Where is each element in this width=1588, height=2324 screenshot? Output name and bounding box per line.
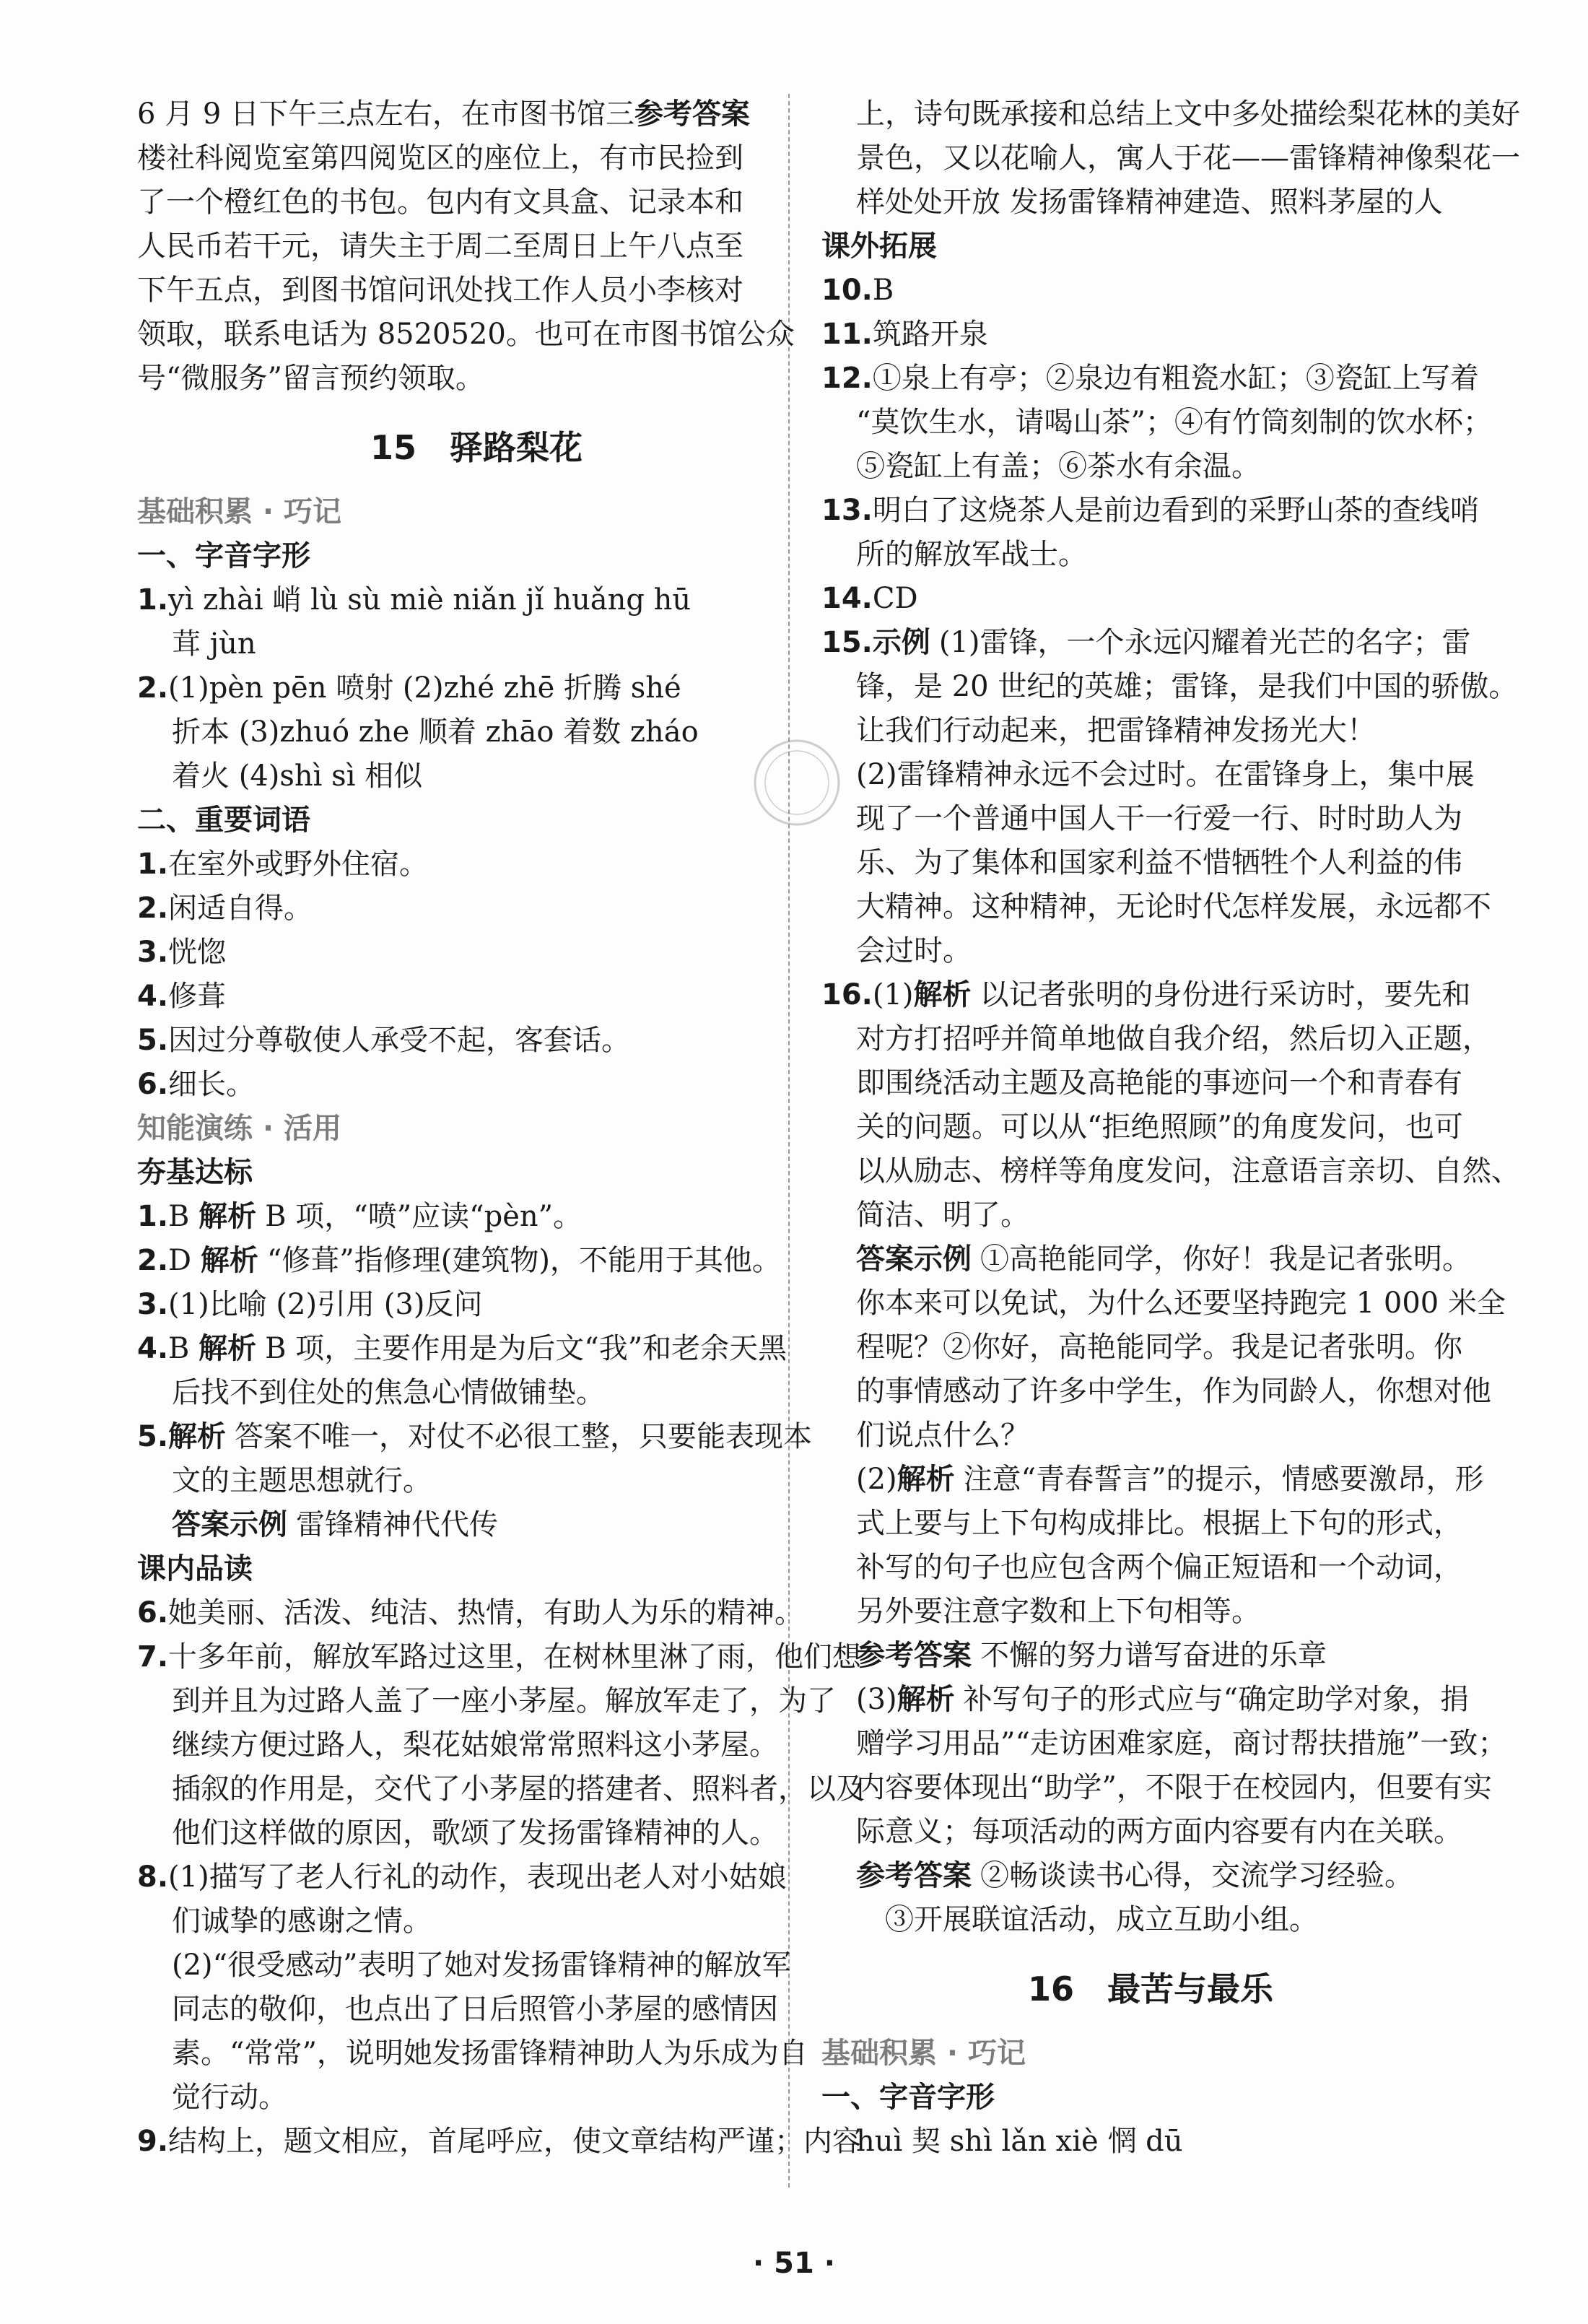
answer-line xyxy=(821,401,1492,445)
lesson-title: 最苦与最乐 xyxy=(1107,1970,1273,2009)
answer-text: (1)比喻 (2)引用 (3)反问 xyxy=(168,1288,483,1321)
seal-stamp-icon xyxy=(751,736,843,829)
answer-text: 素。“常常”，说明她发扬雷锋精神助人为乐成为自 xyxy=(172,2037,808,2070)
question-number: 5. xyxy=(137,1024,169,1057)
answer-keyword: 解析 xyxy=(168,1420,227,1453)
answer-line xyxy=(821,885,1491,929)
answer-line xyxy=(137,2076,816,2120)
lesson-15-heading xyxy=(137,422,816,473)
question-number: 1. xyxy=(137,583,169,617)
answer-text: 上，诗句既承接和总结上文中多处描绘梨花林的美好 xyxy=(856,97,1520,131)
answer-line xyxy=(137,180,816,225)
answer-text: 茸 jùn xyxy=(172,627,256,661)
answer-text: 不懈的努力谱写奋进的乐章 xyxy=(980,1639,1327,1672)
answer-line xyxy=(821,1810,1480,1854)
answer-text: 楼社科阅览室第四阅览区的座位上，有市民捡到 xyxy=(137,142,743,175)
answer-line xyxy=(821,136,1520,180)
answer-text: (3) xyxy=(856,1683,897,1716)
page-number: · 51 · xyxy=(753,2247,835,2280)
answer-line xyxy=(137,666,816,710)
question-number: 6. xyxy=(137,1068,169,1101)
section-heading: 一、字音字形 xyxy=(821,2081,995,2114)
lesson-16-heading xyxy=(821,1964,1480,2014)
answer-line xyxy=(137,269,816,313)
answer-line xyxy=(137,1988,816,2032)
answer-keyword: 答案示例 xyxy=(172,1508,287,1541)
answer-text: 6 月 9 日下午三点左右，在市图书馆三 xyxy=(137,97,635,131)
answer-line xyxy=(137,1063,816,1107)
answer-line xyxy=(821,1678,1480,1722)
answer-line xyxy=(821,1326,1480,1370)
answer-text: 折本 (3)zhuó zhe 顺着 zhāo 着数 zháo xyxy=(172,715,699,749)
answer-line xyxy=(137,1944,816,1988)
answer-line xyxy=(821,1854,1480,1898)
question-number: 12. xyxy=(821,362,873,395)
answer-line xyxy=(137,1679,836,1723)
question-number: 4. xyxy=(137,1332,169,1365)
answer-text: B xyxy=(168,1332,199,1365)
answer-line xyxy=(821,180,1480,225)
question-number: 5. xyxy=(137,1420,169,1453)
answer-line xyxy=(137,622,816,666)
answer-keyword: 解析 xyxy=(896,1463,955,1496)
answer-line xyxy=(137,1855,816,1899)
answer-line xyxy=(821,1414,1480,1458)
answer-line xyxy=(821,1458,1484,1502)
question-number: 2. xyxy=(137,892,169,925)
answer-line xyxy=(821,1590,1480,1634)
answer-line xyxy=(137,1591,816,1635)
answer-text: 觉行动。 xyxy=(172,2081,287,2114)
lesson-number: 16 xyxy=(1027,1970,1074,2009)
lesson-title: 驿路梨花 xyxy=(450,428,583,467)
answer-line xyxy=(821,973,1480,1017)
answer-line xyxy=(137,1811,816,1855)
answer-text: 着火 (4)shì sì 相似 xyxy=(172,760,423,793)
answer-text: 后找不到住处的焦急心情做铺垫。 xyxy=(172,1376,605,1409)
answer-line xyxy=(821,1149,1520,1193)
answer-text: 关的问题。可以从“拒绝照顾”的角度发问，也可 xyxy=(856,1110,1463,1144)
question-number: 1. xyxy=(137,848,169,881)
answer-line xyxy=(821,929,1480,973)
answer-line xyxy=(821,533,1480,577)
answer-line xyxy=(137,1239,816,1283)
answer-keyword: 解析 xyxy=(198,1332,257,1365)
section-label: 基础积累 · 巧记 xyxy=(821,2037,1026,2070)
answer-line xyxy=(821,92,1520,136)
question-number: 10. xyxy=(821,274,873,307)
answer-line xyxy=(821,1722,1507,1766)
answer-text: B 项，主要作用是为后文“我”和老余天黑 xyxy=(265,1332,788,1365)
answer-text: 细长。 xyxy=(168,1068,256,1101)
section-heading: 二、重要词语 xyxy=(137,804,310,837)
answer-text: yì zhài 峭 lù sù miè niǎn jǐ huǎng hū xyxy=(168,583,692,617)
answer-text: (1)描写了老人行礼的动作，表现出老人对小姑娘 xyxy=(168,1860,787,1894)
answer-line xyxy=(821,1061,1480,1105)
answer-line xyxy=(137,931,816,975)
answer-line xyxy=(821,709,1480,753)
answer-line xyxy=(821,621,1480,665)
question-number: 3. xyxy=(137,936,169,969)
answer-text: “莫饮生水，请喝山茶”；④有竹筒刻制的饮水杯； xyxy=(856,406,1492,439)
answer-text: 程呢？②你好，高艳能同学。我是记者张明。你 xyxy=(856,1331,1462,1364)
section-label: 知能演练 · 活用 xyxy=(137,1112,342,1145)
answer-keyword: 答案示例 xyxy=(856,1242,972,1276)
answer-text: 注意“青春誓言”的提示，情感要激昂，形 xyxy=(963,1463,1484,1496)
answer-line xyxy=(821,841,1480,885)
answer-line xyxy=(821,445,1480,489)
question-number: 8. xyxy=(137,1860,169,1894)
answer-text: 插叙的作用是，交代了小茅屋的搭建者、照料者，以及 xyxy=(172,1772,865,1806)
answer-text: 文的主题思想就行。 xyxy=(172,1464,432,1497)
answer-text: D xyxy=(168,1244,201,1277)
answer-text: 筑路开泉 xyxy=(872,318,988,351)
answer-text: CD xyxy=(872,582,918,615)
answer-line xyxy=(137,313,816,357)
answer-line xyxy=(137,710,816,754)
answer-text: 十多年前，解放军路过这里，在树林里淋了雨，他们想 xyxy=(168,1640,862,1674)
answer-text: (2)雷锋精神永远不会过时。在雷锋身上，集中展 xyxy=(856,758,1475,791)
answer-text: ⑤瓷缸上有盖；⑥茶水有余温。 xyxy=(856,450,1260,483)
answer-line xyxy=(137,1767,865,1811)
answer-line xyxy=(821,1193,1480,1237)
answer-text: 继续方便过路人，梨花姑娘常常照料这小茅屋。 xyxy=(172,1728,778,1762)
question-number: 2. xyxy=(137,1244,169,1277)
answer-line xyxy=(821,1105,1480,1149)
answer-text: 对方打招呼并简单地做自我介绍，然后切入正题， xyxy=(856,1022,1491,1056)
answer-line xyxy=(137,2120,862,2164)
answer-text: ②畅谈读书心得，交流学习经验。 xyxy=(980,1859,1413,1892)
question-number: 13. xyxy=(821,494,873,527)
answer-line xyxy=(137,136,816,180)
answer-line xyxy=(137,1327,816,1371)
answer-text: 号“微服务”留言预约领取。 xyxy=(137,362,484,395)
answer-line xyxy=(821,1281,1506,1326)
answer-text: (2)“很受感动”表明了她对发扬雷锋精神的解放军 xyxy=(172,1949,791,1982)
answer-text: 内容要体现出“助学”，不限于在校园内，但要有实 xyxy=(856,1771,1492,1804)
question-number: 16. xyxy=(821,978,873,1011)
question-number: 7. xyxy=(137,1640,169,1674)
answer-line xyxy=(137,843,816,887)
answer-line xyxy=(137,1019,816,1063)
answer-line xyxy=(137,92,816,136)
answer-text: 以记者张明的身份进行采访时，要先和 xyxy=(980,978,1471,1011)
answer-keyword: 解析 xyxy=(200,1244,258,1277)
answer-text: 闲适自得。 xyxy=(168,892,313,925)
answer-text: B xyxy=(168,1200,199,1233)
answer-keyword: 解析 xyxy=(198,1200,257,1233)
answer-text: “修葺”指修理(建筑物)，不能用于其他。 xyxy=(266,1244,781,1277)
answer-line xyxy=(821,1370,1491,1414)
answer-text: (1)雷锋，一个永远闪耀着光芒的名字；雷 xyxy=(938,626,1471,659)
answer-text: ①泉上有亭；②泉边有粗瓷水缸；③瓷缸上写着 xyxy=(872,362,1479,395)
answer-text: 到并且为过路人盖了一座小茅屋。解放军走了，为了 xyxy=(172,1684,836,1718)
answer-line xyxy=(137,1723,816,1767)
answer-keyword: 示例 xyxy=(872,626,930,659)
answer-text: 了一个橙红色的书包。包内有文具盒、记录本和 xyxy=(137,186,743,219)
answer-line xyxy=(137,2032,816,2076)
answer-line xyxy=(137,357,816,401)
answer-text: ①高艳能同学，你好！我是记者张明。 xyxy=(980,1242,1471,1276)
answer-line xyxy=(821,1766,1492,1810)
answer-text: 他们这样做的原因，歌颂了发扬雷锋精神的人。 xyxy=(172,1816,778,1850)
answer-text: 以从励志、榜样等角度发问，注意语言亲切、自然、 xyxy=(856,1154,1520,1188)
answer-line xyxy=(137,1899,816,1944)
answer-text: 因过分尊敬使人承受不起，客套话。 xyxy=(168,1024,631,1057)
answer-text: 简洁、明了。 xyxy=(856,1198,1029,1232)
answer-text: 大精神。这种精神，无论时代怎样发展，永远都不 xyxy=(856,890,1491,923)
answer-line xyxy=(137,754,816,798)
answer-line xyxy=(137,1283,816,1327)
answer-keyword: 解析 xyxy=(896,1683,955,1716)
question-number: 15. xyxy=(821,626,873,659)
answer-keyword: 参考答案 xyxy=(634,97,751,131)
answer-text: 领取，联系电话为 8520520。也可在市图书馆公众 xyxy=(137,318,795,351)
answer-text: 雷锋精神代代传 xyxy=(296,1508,498,1541)
answer-line xyxy=(821,1634,1480,1678)
answer-text: 赠学习用品”“走访困难家庭，商讨帮扶措施”一致； xyxy=(856,1727,1507,1760)
answer-line xyxy=(821,313,1480,357)
answer-line xyxy=(821,1237,1480,1281)
answer-text: 的事情感动了许多中学生，作为同龄人，你想对他 xyxy=(856,1375,1491,1408)
answer-line xyxy=(137,1503,816,1547)
section-heading: 课外拓展 xyxy=(821,230,937,263)
section-heading: 一、字音字形 xyxy=(137,539,310,573)
answer-line xyxy=(137,578,816,622)
answer-text: 补写句子的形式应与“确定助学对象，捐 xyxy=(963,1683,1470,1716)
answer-text: 下午五点，到图书馆问讯处找工作人员小李核对 xyxy=(137,274,743,307)
answer-text: ③开展联谊活动，成立互助小组。 xyxy=(885,1903,1318,1936)
answer-keyword: 参考答案 xyxy=(856,1859,972,1892)
right-column xyxy=(821,92,1520,2164)
answer-text: 所的解放军战士。 xyxy=(856,538,1087,571)
answer-line xyxy=(821,665,1518,709)
answer-line xyxy=(137,225,816,269)
answer-text: 答案不唯一，对仗不必很工整，只要能表现本 xyxy=(235,1420,813,1453)
answer-text: 现了一个普通中国人干一行爱一行、时时助人为 xyxy=(856,802,1462,835)
answer-text: 乐、为了集体和国家利益不惜牺牲个人利益的伟 xyxy=(856,846,1462,879)
answer-line xyxy=(137,1195,816,1239)
answer-line xyxy=(137,1635,862,1679)
answer-text: 修葺 xyxy=(168,980,227,1013)
answer-text: 际意义；每项活动的两方面内容要有内在关联。 xyxy=(856,1815,1462,1848)
lesson-number: 15 xyxy=(370,428,416,467)
answer-text: 另外要注意字数和上下句相等。 xyxy=(856,1595,1260,1628)
question-number: 11. xyxy=(821,318,873,351)
answer-text: 们说点什么？ xyxy=(856,1419,1029,1452)
question-number: 1. xyxy=(137,1200,169,1233)
section-label: 基础积累 · 巧记 xyxy=(137,495,342,528)
question-number: 6. xyxy=(137,1596,169,1629)
answer-line xyxy=(821,577,1480,621)
question-number: 2. xyxy=(137,671,169,705)
section-heading: 夯基达标 xyxy=(137,1156,253,1189)
answer-text: 即围绕活动主题及高艳能的事迹问一个和青春有 xyxy=(856,1066,1462,1100)
answer-text: B 项，“喷”应读“pèn”。 xyxy=(265,1200,583,1233)
question-number: 14. xyxy=(821,582,873,615)
answer-line xyxy=(821,269,1480,313)
answer-line xyxy=(821,1017,1491,1061)
answer-text: 恍惚 xyxy=(168,936,227,969)
answer-line xyxy=(137,887,816,931)
answer-keyword: 参考答案 xyxy=(856,1639,972,1672)
answer-block-16 xyxy=(821,2032,1480,2164)
answer-line xyxy=(821,1546,1480,1590)
answer-line xyxy=(137,1459,816,1503)
answer-text: 样处处开放 发扬雷锋精神建造、照料茅屋的人 xyxy=(856,186,1443,219)
answer-text: huì 契 shì lǎn xiè 惘 dū xyxy=(856,2125,1183,2158)
answer-line xyxy=(821,1898,1480,1942)
answer-text: (1)pèn pēn 喷射 (2)zhé zhē 折腾 shé xyxy=(168,671,681,705)
answer-text: 景色，又以花喻人，寓人于花——雷锋精神像梨花一 xyxy=(856,142,1520,175)
answer-text: 会过时。 xyxy=(856,934,972,967)
answer-keyword: 解析 xyxy=(913,978,972,1011)
answer-line xyxy=(137,1371,816,1415)
answer-text: 你本来可以免试，为什么还要坚持跑完 1 000 米全 xyxy=(856,1287,1506,1320)
question-number: 4. xyxy=(137,980,169,1013)
answer-text: B xyxy=(872,274,894,307)
answer-text: 在室外或野外住宿。 xyxy=(168,848,429,881)
answer-text: 同志的敬仰，也点出了日后照管小茅屋的感情因 xyxy=(172,1993,778,2026)
answer-block-14 xyxy=(137,92,816,401)
answer-text: 锋，是 20 世纪的英雄；雷锋，是我们中国的骄傲。 xyxy=(856,670,1518,703)
answer-text: 让我们行动起来，把雷锋精神发扬光大！ xyxy=(856,714,1376,747)
answer-line xyxy=(821,2120,1480,2164)
answer-text: 明白了这烧茶人是前边看到的采野山茶的查线哨 xyxy=(872,494,1479,527)
section-heading: 课内品读 xyxy=(137,1552,253,1585)
answer-line xyxy=(821,489,1480,533)
answer-text: 式上要与上下句构成排比。根据上下句的形式， xyxy=(856,1507,1462,1540)
answer-text: (1) xyxy=(872,978,914,1011)
question-number: 3. xyxy=(137,1288,169,1321)
answer-line xyxy=(821,357,1480,401)
answer-line xyxy=(821,753,1480,797)
answer-text: 们诚挚的感谢之情。 xyxy=(172,1905,432,1938)
answer-text: 她美丽、活泼、纯洁、热情，有助人为乐的精神。 xyxy=(168,1596,804,1629)
answer-line xyxy=(137,1415,816,1459)
question-number: 9. xyxy=(137,2125,169,2158)
answer-line xyxy=(137,975,816,1019)
answer-text: 人民币若干元，请失主于周二至周日上午八点至 xyxy=(137,230,743,263)
answer-text: (2) xyxy=(856,1463,897,1496)
answer-line xyxy=(821,797,1480,841)
answer-line xyxy=(821,1502,1480,1546)
answer-text: 结构上，题文相应，首尾呼应，使文章结构严谨；内容 xyxy=(168,2125,862,2158)
answer-block-15-continued xyxy=(821,92,1520,1942)
answer-text: 补写的句子也应包含两个偏正短语和一个动词， xyxy=(856,1551,1462,1584)
